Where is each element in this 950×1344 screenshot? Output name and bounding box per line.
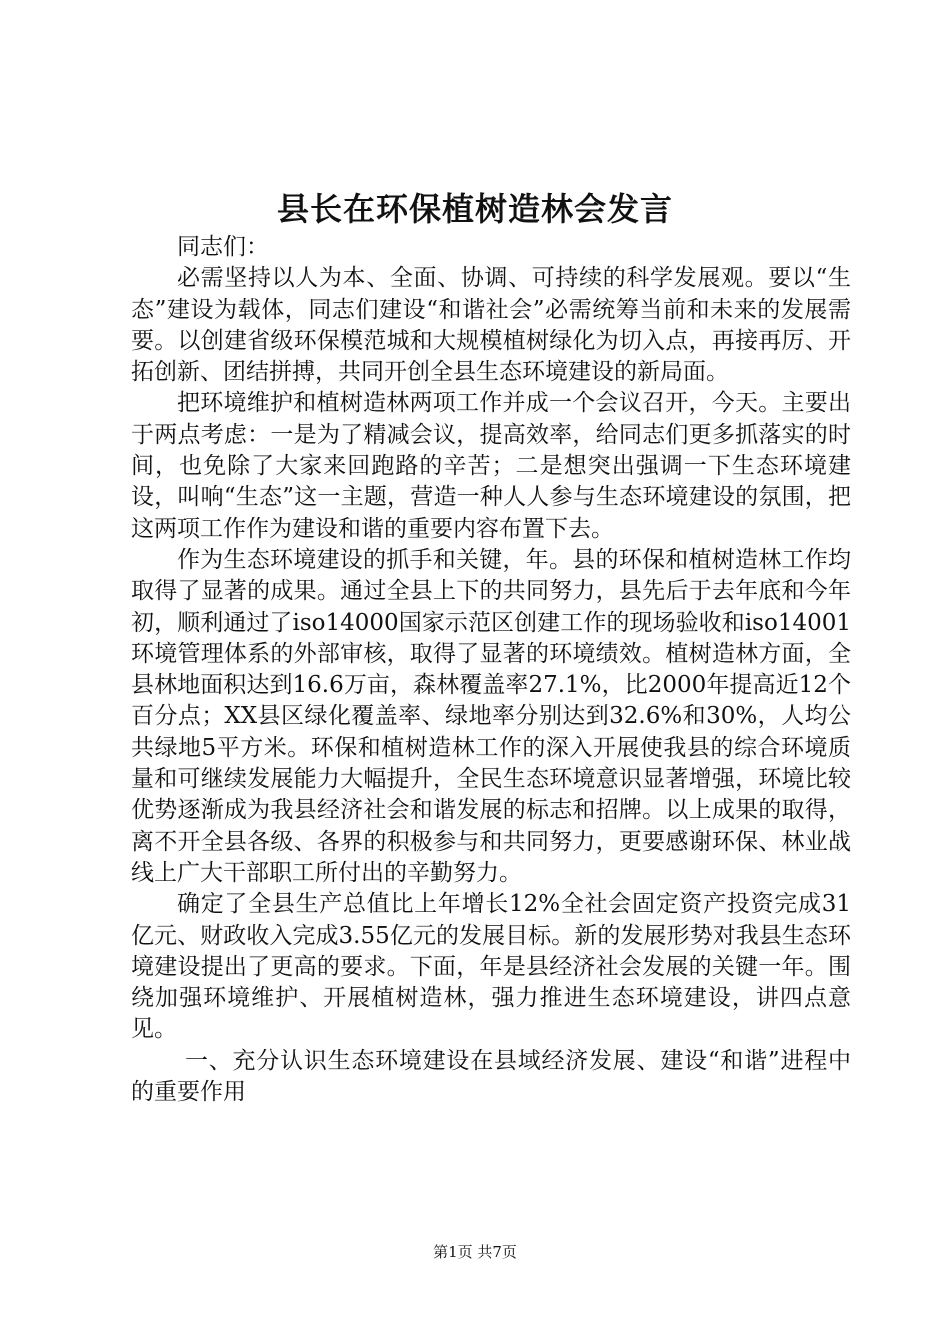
- paragraph: 把环境维护和植树造林两项工作并成一个会议召开，今天。主要出于两点考虑：一是为了精减会议，提高效率，给同志们更多抓落实的时间，也免除了大家来回跑路的辛苦；二是想突出强调一下生态环境建设，叫响“生态”这一主题，营造一种人人参与生态环境建设的氛围，把这两项工作作为建设和谐的重要内容布置下去。: [131, 390, 851, 542]
- paragraph: 必需坚持以人为本、全面、协调、可持续的科学发展观。要以“生态”建设为载体，同志们建设“和谐社会”必需统筹当前和未来的发展需要。以创建省级环保模范城和大规模植树绿化为切入点，再接再厉、开拓创新、团结拼搏，共同开创全县生态环境建设的新局面。: [131, 265, 851, 386]
- page-number: 第1页 共7页: [433, 1243, 517, 1261]
- document-title: 县长在环保植树造林会发言: [276, 190, 673, 228]
- paragraph: 作为生态环境建设的抓手和关键，年。县的环保和植树造林工作均取得了显著的成果。通过全县上下的共同努力，县先后于去年底和今年初，顺利通过了iso14000国家示范区创建工作的现场验收和iso14001环境管理体系的外部审核，取得了显著的环境绩效。植树造林方面，全县林地面积达到16.6万亩，森林覆盖率27.1%，比2000年提高近12个百分点；XX县区绿化覆盖率、绿地率分别达到32.6%和30%，人均公共绿地5平方米。环保和植树造林工作的深入开展使我县的综合环境质量和可继续发展能力大幅提升，全民生态环境意识显著增强，环境比较优势逐渐成为我县经济社会和谐发展的标志和招牌。以上成果的取得，离不开全县各级、各界的积极参与和共同努力，更要感谢环保、林业战线上广大干部职工所付出的辛勤努力。: [131, 546, 851, 886]
- section-heading: 一、充分认识生态环境建设在县域经济发展、建设“和谐”进程中的重要作用: [131, 1047, 851, 1106]
- document-body: [131, 232, 851, 1108]
- greeting: 同志们：: [177, 234, 269, 260]
- paragraph: 确定了全县生产总值比上年增长12%全社会固定资产投资完成31亿元、财政收入完成3.55亿元的发展目标。新的发展形势对我县生态环境建设提出了更高的要求。下面，年是县经济社会发展的关键一年。围绕加强环境维护、开展植树造林，强力推进生态环境建设，讲四点意见。: [131, 891, 851, 1043]
